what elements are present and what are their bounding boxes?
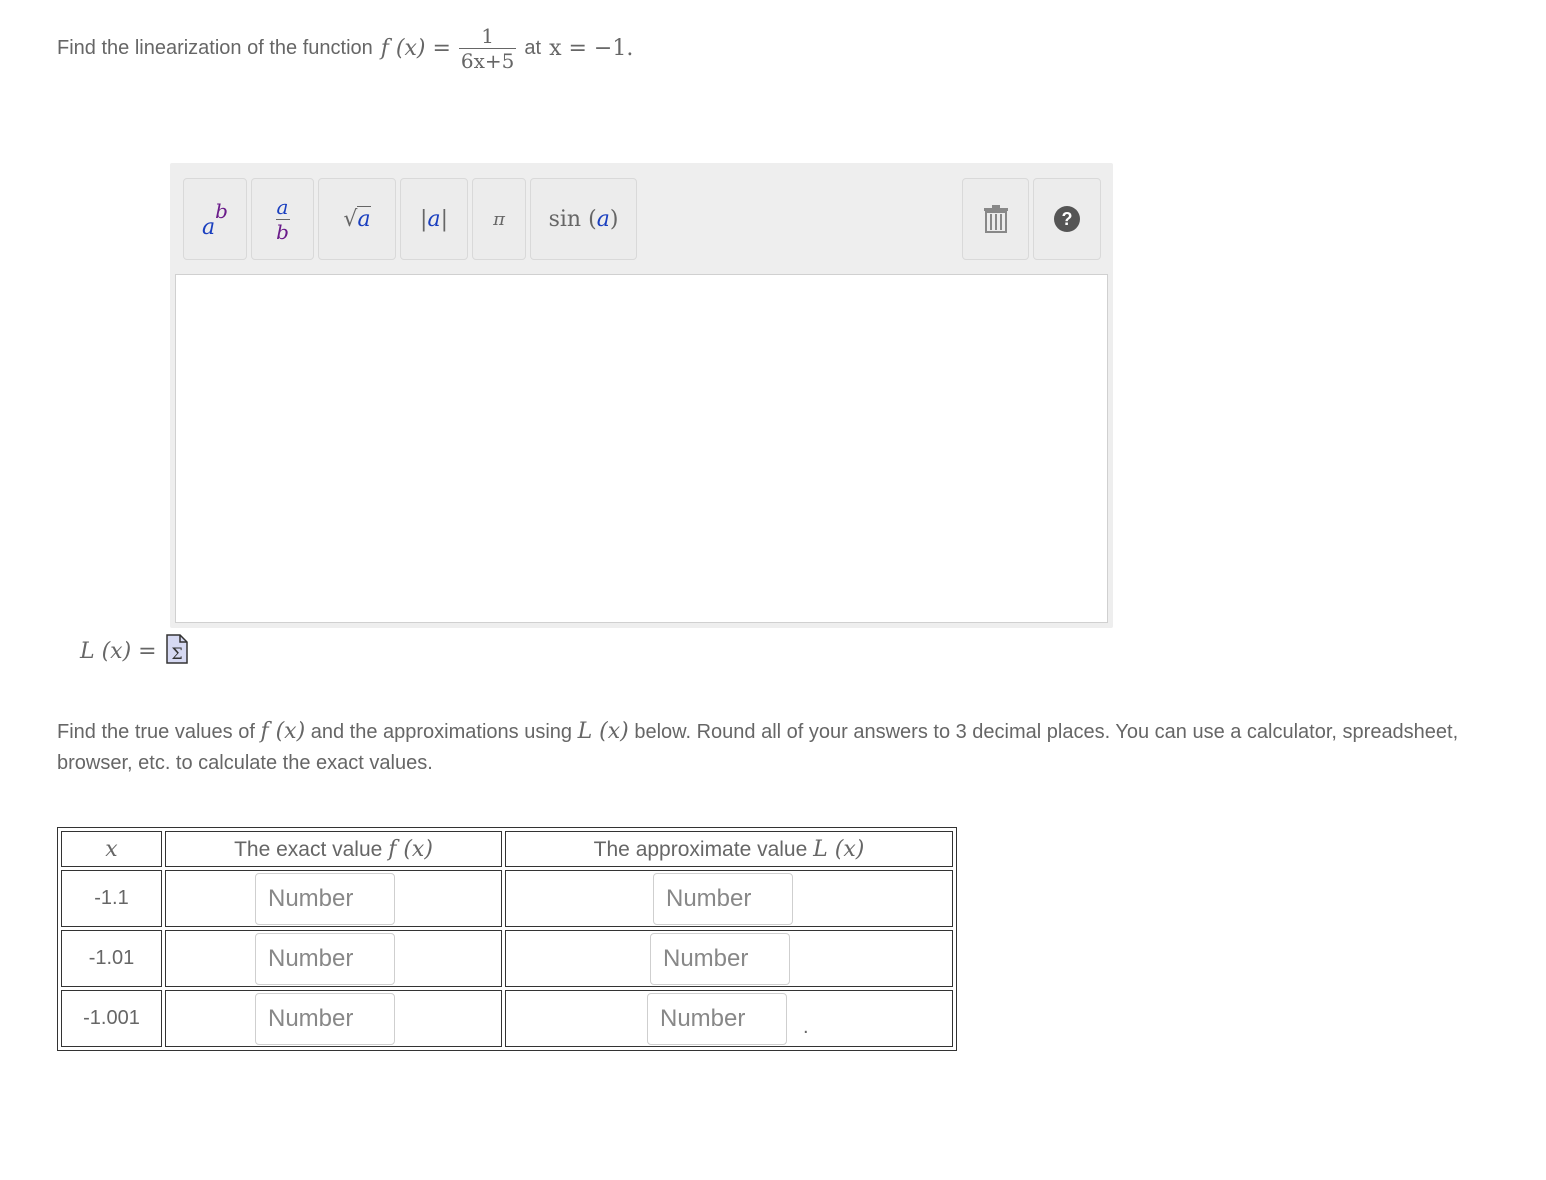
pi-label: π xyxy=(493,208,505,230)
instructions-part3: below. Round all of your answers to 3 decimal places. You can use a calculator, spreadsheet, browser, etc. to calculate the exact values. xyxy=(57,721,1459,774)
svg-text:Σ: Σ xyxy=(170,643,183,663)
x-cell: -1.1 xyxy=(61,870,162,927)
header-x-label: x xyxy=(105,836,118,862)
power-button[interactable] xyxy=(183,178,247,260)
exact-cell xyxy=(165,990,502,1047)
approx-value-input[interactable] xyxy=(650,933,790,985)
trash-icon xyxy=(983,205,1009,233)
sqrt-label xyxy=(343,207,370,232)
table-row xyxy=(61,990,953,1047)
abs-left: | xyxy=(420,206,428,232)
help-icon: ? xyxy=(1054,206,1080,232)
x-cell: -1.01 xyxy=(61,930,162,987)
answer-label: L (x) = xyxy=(80,638,157,664)
equation-editor-icon-graphic xyxy=(165,633,189,665)
answer-row xyxy=(80,632,189,670)
function-fraction xyxy=(459,25,517,72)
header-approx xyxy=(505,831,953,867)
approx-cell xyxy=(505,930,953,987)
fraction-label-num: a xyxy=(276,194,289,219)
instructions-text xyxy=(57,716,1477,779)
header-approx-text: The approximate value xyxy=(593,837,808,861)
x-cell: -1.001 xyxy=(61,990,162,1047)
instructions-part1: Find the true values of xyxy=(57,721,255,743)
fraction-label-den: b xyxy=(276,219,289,244)
approx-value-input[interactable] xyxy=(647,993,787,1045)
absolute-value-button[interactable] xyxy=(400,178,468,260)
sin-arg: a xyxy=(596,206,610,232)
clear-button[interactable] xyxy=(962,178,1029,260)
pi-button[interactable] xyxy=(472,178,526,260)
header-exact-math: f (x) xyxy=(388,836,433,862)
values-table xyxy=(57,827,957,1051)
evaluation-point: x = −1. xyxy=(549,35,634,61)
sin-open: ( xyxy=(588,206,597,232)
header-approx-math: L (x) xyxy=(813,836,865,862)
abs-label xyxy=(420,207,448,232)
fraction-numerator: 1 xyxy=(481,23,495,48)
sin-button[interactable] xyxy=(530,178,637,260)
sqrt-button[interactable] xyxy=(318,178,396,260)
header-exact-text: The exact value xyxy=(234,837,383,861)
fraction-denominator: 6x+5 xyxy=(460,48,515,73)
at-word: at xyxy=(524,36,542,59)
fraction-label xyxy=(276,196,290,243)
exact-value-input[interactable] xyxy=(255,933,395,985)
exact-cell xyxy=(165,930,502,987)
trailing-period: . xyxy=(803,1016,809,1038)
question-intro: Find the linearization of the function xyxy=(57,36,373,59)
fraction-button[interactable] xyxy=(251,178,314,260)
sin-label xyxy=(549,207,619,232)
sqrt-arg: a xyxy=(357,206,371,232)
exact-value-input[interactable] xyxy=(255,993,395,1045)
approx-cell xyxy=(505,870,953,927)
power-exponent: b xyxy=(215,198,228,223)
sin-fn: sin xyxy=(548,206,582,232)
equation-input-area[interactable] xyxy=(175,274,1108,623)
table-row xyxy=(61,870,953,927)
question-text xyxy=(57,20,633,76)
header-exact xyxy=(165,831,502,867)
exact-cell xyxy=(165,870,502,927)
power-label xyxy=(202,198,228,240)
abs-arg: a xyxy=(427,206,441,232)
sqrt-symbol: √ xyxy=(343,206,358,232)
abs-right: | xyxy=(440,206,448,232)
power-base: a xyxy=(202,214,216,240)
table-row xyxy=(61,930,953,987)
approx-cell xyxy=(505,990,953,1047)
instructions-Lx: L (x) xyxy=(577,719,629,744)
equation-editor xyxy=(170,163,1113,628)
approx-value-input[interactable] xyxy=(653,873,793,925)
function-lhs: f (x) = xyxy=(380,35,451,61)
equation-editor-icon[interactable] xyxy=(165,633,189,670)
instructions-fx: f (x) xyxy=(260,719,306,744)
exact-value-input[interactable] xyxy=(255,873,395,925)
header-x xyxy=(61,831,162,867)
help-button[interactable] xyxy=(1033,178,1101,260)
table-header-row xyxy=(61,831,953,867)
sin-close: ) xyxy=(609,206,619,232)
instructions-part2: and the approximations using xyxy=(310,721,573,743)
